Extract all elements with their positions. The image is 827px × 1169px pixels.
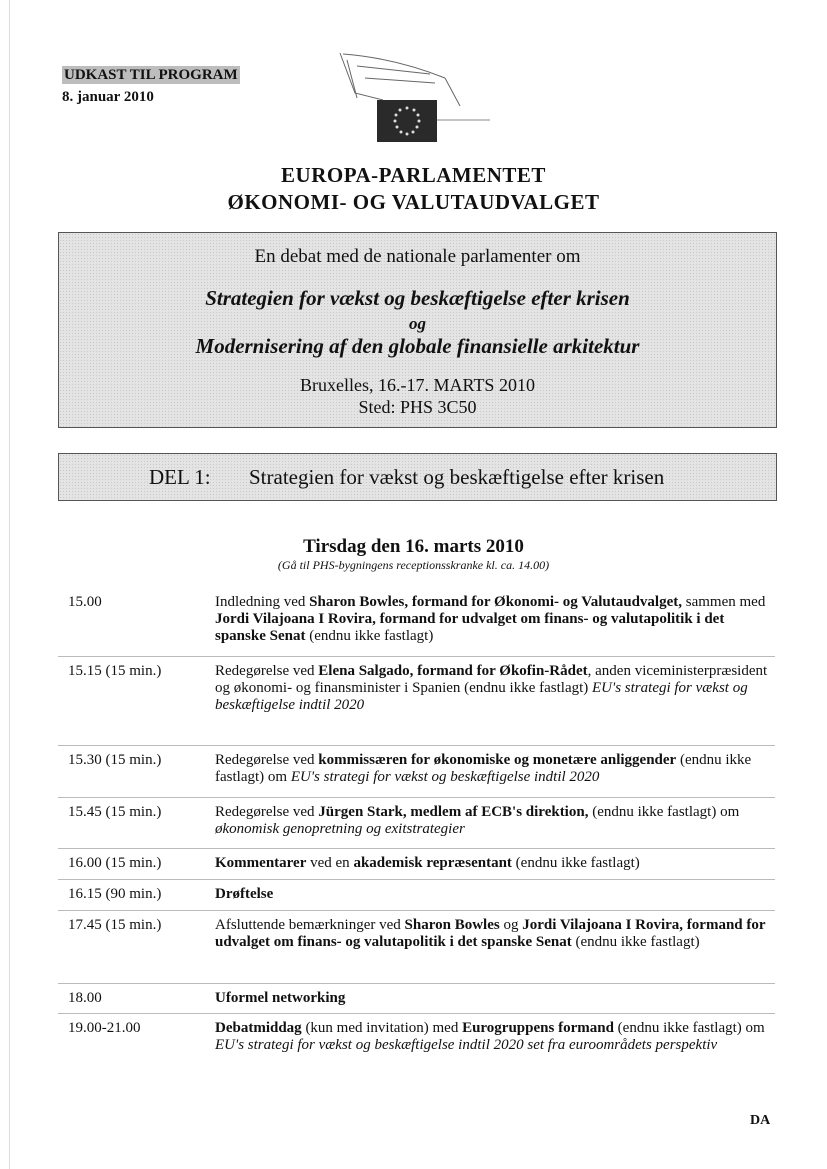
eu-flag-icon — [377, 100, 437, 142]
agenda-text-segment: Redegørelse ved — [215, 663, 319, 679]
agenda-text-segment: , anden viceministerpræsident og økonomi- og finansminister i Spanien (endnu ikke fastlagt) — [215, 663, 768, 696]
agenda-time: 15.15 (15 min.) — [68, 663, 162, 679]
part-title: Strategien for vækst og beskæftigelse efter krisen — [249, 465, 665, 489]
draft-label: UDKAST TIL PROGRAM — [64, 67, 238, 83]
agenda-row — [58, 910, 775, 950]
agenda-text-segment: Eurogruppens formand — [462, 1020, 614, 1036]
event-place-date: Bruxelles, 16.-17. MARTS 2010 — [300, 375, 535, 395]
agenda-text-segment: EU's strategi for vækst og beskæftigelse indtil 2020 set fra euroområdets perspektiv — [215, 1037, 718, 1053]
agenda-row — [58, 745, 775, 785]
agenda-time: 15.00 — [68, 594, 102, 610]
agenda-text-segment: (kun med invitation) med — [301, 1020, 463, 1036]
event-header-box — [58, 232, 777, 428]
agenda-description — [215, 990, 775, 1007]
agenda-text-segment: Jürgen Stark, medlem af ECB's direktion, — [318, 804, 589, 820]
agenda-description — [215, 855, 775, 872]
day-title: Tirsdag den 16. marts 2010 — [303, 536, 524, 557]
agenda-row — [58, 983, 775, 1006]
european-parliament-logo — [335, 48, 495, 148]
agenda-time: 15.30 (15 min.) — [68, 752, 162, 768]
agenda-text-segment: akademisk repræsentant — [353, 855, 512, 871]
agenda-time: 18.00 — [68, 990, 102, 1006]
agenda-row — [58, 879, 775, 902]
agenda-text-segment: (endnu ikke fastlagt) om — [588, 804, 740, 820]
agenda-text-segment: og — [499, 917, 523, 933]
agenda-description — [215, 752, 775, 786]
agenda-row — [58, 848, 775, 871]
agenda-time: 16.00 (15 min.) — [68, 855, 162, 871]
agenda-description — [215, 886, 775, 903]
agenda-description — [215, 917, 775, 951]
agenda-text-segment: (endnu ikke fastlagt) — [571, 934, 700, 950]
agenda-time: 17.45 (15 min.) — [68, 917, 162, 933]
agenda-row — [58, 1013, 775, 1053]
agenda-text-segment: Sharon Bowles, formand for Økonomi- og Valutaudvalget, — [309, 594, 682, 610]
agenda-text-segment: EU's strategi for vækst og beskæftigelse indtil 2020 — [215, 680, 748, 713]
part-header-box — [58, 453, 777, 501]
agenda-text-segment: Kommentarer — [215, 855, 307, 871]
agenda-description — [215, 594, 775, 645]
committee-name: ØKONOMI- OG VALUTAUDVALGET — [227, 190, 600, 214]
agenda-text-segment: kommissæren for økonomiske og monetære anliggender — [318, 752, 677, 768]
agenda-text-segment: Redegørelse ved — [215, 804, 319, 820]
agenda-text-segment: Redegørelse ved — [215, 752, 319, 768]
event-title-1: Strategien for vækst og beskæftigelse efter krisen — [205, 286, 630, 310]
agenda-text-segment: Jordi Vilajoana I Rovira, formand for udvalget om finans- og valutapolitik i det spanske Senat — [215, 611, 725, 644]
agenda-text-segment: Drøftelse — [215, 886, 274, 902]
agenda-text-segment: sammen med — [682, 594, 766, 610]
language-code: DA — [750, 1113, 771, 1128]
agenda-text-segment: ved en — [306, 855, 354, 871]
agenda-text-segment: Afsluttende bemærkninger ved — [215, 917, 405, 933]
agenda-text-segment: Uformel networking — [215, 990, 346, 1006]
agenda-text-segment: (endnu ikke fastlagt) om — [613, 1020, 765, 1036]
agenda-text-segment: Elena Salgado, formand for Økofin-Rådet — [318, 663, 588, 679]
agenda-text-segment: (endnu ikke fastlagt) — [305, 628, 434, 644]
day-note: (Gå til PHS-bygningens receptionsskranke kl. ca. 14.00) — [277, 558, 550, 572]
agenda-text-segment: (endnu ikke fastlagt) om — [215, 752, 752, 785]
agenda-row — [58, 656, 775, 713]
agenda-text-segment: Sharon Bowles — [404, 917, 500, 933]
agenda-text-segment: EU's strategi for vækst og beskæftigelse indtil 2020 — [290, 769, 600, 785]
agenda-text-segment: Debatmiddag — [215, 1020, 302, 1036]
event-title-2: Modernisering af den globale finansielle arkitektur — [195, 334, 640, 358]
agenda-time: 19.00-21.00 — [68, 1020, 141, 1036]
agenda-text-segment: Indledning ved — [215, 594, 310, 610]
event-connector: og — [409, 314, 426, 333]
agenda-text-segment: Jordi Vilajoana I Rovira, formand for udvalget om finans- og valutapolitik i det spanske Senat — [215, 917, 766, 950]
part-number: DEL 1: — [149, 465, 211, 489]
agenda-time: 16.15 (90 min.) — [68, 886, 162, 902]
agenda-text-segment: økonomisk genopretning og exitstrategier — [215, 821, 465, 837]
agenda-description — [215, 663, 775, 714]
agenda-time: 15.45 (15 min.) — [68, 804, 162, 820]
organization-name: EUROPA-PARLAMENTET — [281, 163, 546, 187]
event-intro: En debat med de nationale parlamenter om — [254, 246, 581, 267]
event-room: Sted: PHS 3C50 — [358, 397, 477, 417]
agenda-row — [58, 797, 775, 837]
agenda-description — [215, 804, 775, 838]
agenda-description — [215, 1020, 775, 1054]
document-date: 8. januar 2010 — [62, 89, 154, 105]
agenda-text-segment: (endnu ikke fastlagt) — [511, 855, 640, 871]
